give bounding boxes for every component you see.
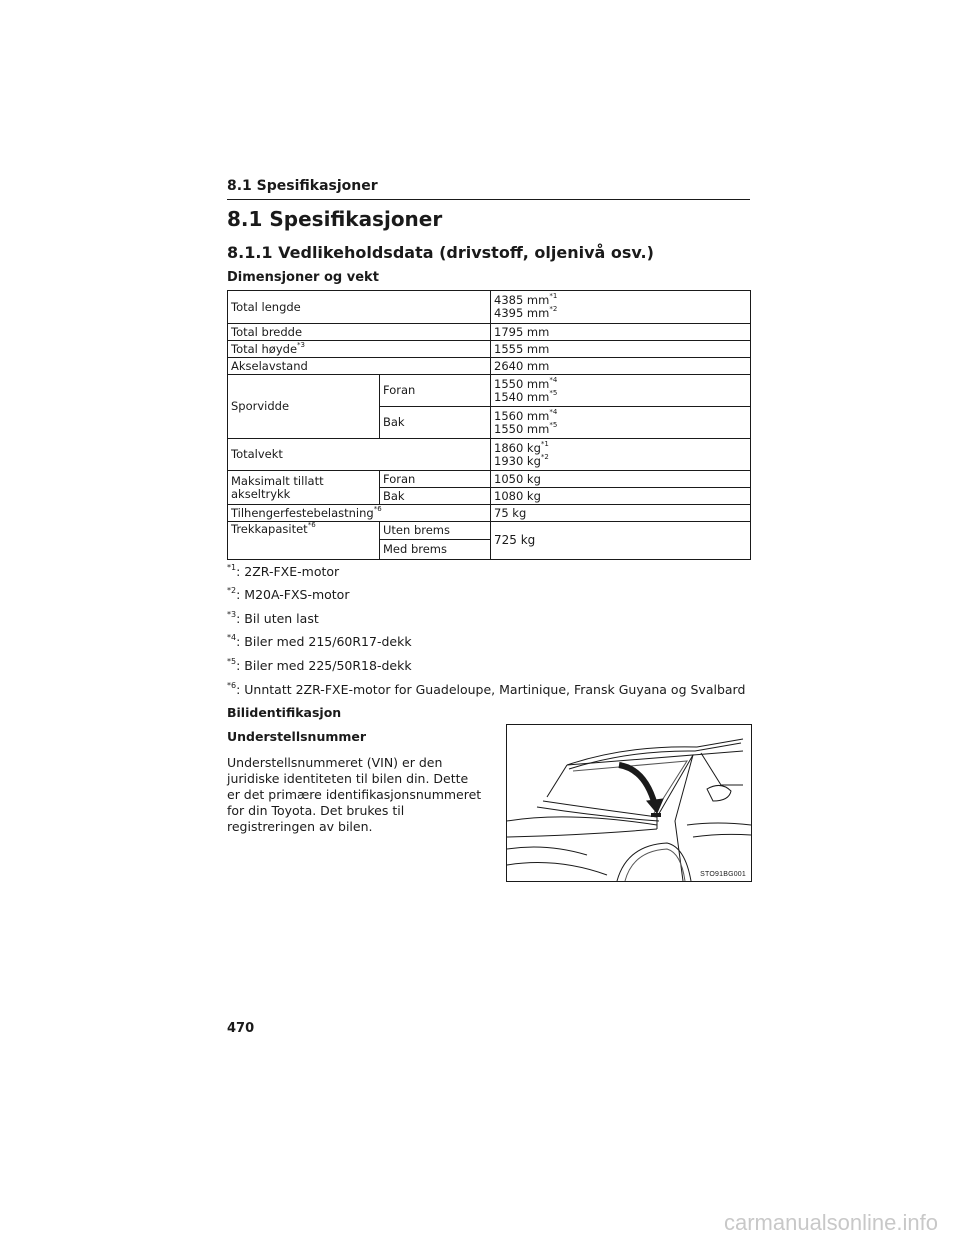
table-cell-value: 1080 kg [491,488,751,505]
table-cell-value: 1050 kg [491,471,751,488]
table-cell-value: 1795 mm [491,324,751,341]
table-cell-value: 725 kg [491,522,751,560]
table-cell-sublabel: Foran [380,471,491,488]
table-row [228,358,751,375]
section-heading: 8.1 Spesifikasjoner [227,207,443,231]
watermark: carmanualsonline.info [723,1210,938,1235]
table-cell-value: 1560 $mm^{*4}$ 1550 $mm^{*5}$ [491,407,751,439]
vin-description: Understellsnummeret (VIN) er den juridiske identiteten til bilen din. Dette er det primære identifikasjonsnummeret for din Toyota. Det brukes til registreringen av bilen. [227,755,482,834]
footnote: $^{*5}$: Biler med 225/50R18-dekk [227,656,412,673]
table-row [228,439,751,471]
table-cell-label: Total bredde [228,324,491,341]
dimensions-weight-table [227,290,751,560]
table-cell-sublabel: Bak [380,407,491,439]
page-number: 470 [227,1021,255,1036]
table-title: Dimensjoner og vekt [227,270,379,285]
footnote: $^{*4}$: Biler med 215/60R17-dekk [227,632,412,649]
table-cell-sublabel: Foran [380,375,491,407]
table-cell-label: Trekkapasitet$^{*6}$ [228,522,380,560]
table-cell-value: 75 kg [491,505,751,522]
table-cell-value: 4385 $mm^{*1}$ 4395 $mm^{*2}$ [491,291,751,324]
table-row [228,341,751,358]
table-cell-sublabel: Uten brems [380,522,491,540]
table-cell-value: 1555 mm [491,341,751,358]
table-cell-label: Sporvidde [228,375,380,439]
figure-code: STO91BG001 [700,871,746,878]
table-row [228,375,751,407]
footnote: $^{*2}$: M20A-FXS-motor [227,585,350,602]
table-row [228,324,751,341]
subsection-heading: 8.1.1 Vedlikeholdsdata (drivstoff, oljenivå osv.) [227,243,654,262]
table-cell-label: Total lengde [228,291,491,324]
table-cell-sublabel: Med brems [380,540,491,560]
table-cell-label: Tilhengerfestebelastning$^{*6}$ [228,505,491,522]
footnote: $^{*3}$: Bil uten last [227,609,319,626]
table-cell-label: Totalvekt [228,439,491,471]
table-cell-value: 1550 $mm^{*4}$ 1540 $mm^{*5}$ [491,375,751,407]
table-cell-sublabel: Bak [380,488,491,505]
table-cell-label: Total høyde$^{*3}$ [228,341,491,358]
table-row [228,471,751,488]
table-row [228,505,751,522]
header-rule [227,199,750,200]
car-windshield-illustration [507,725,751,881]
table-cell-label: Akselavstand [228,358,491,375]
table-cell-label: Maksimalt tillatt akseltrykk [228,471,380,505]
table-cell-value: 2640 mm [491,358,751,375]
table-cell-value: 1860 $kg^{*1}$ 1930 $kg^{*2}$ [491,439,751,471]
table-row [228,291,751,324]
running-header: 8.1 Spesifikasjoner [227,178,378,194]
identification-heading: Bilidentifikasjon [227,705,342,720]
vin-subheading: Understellsnummer [227,729,367,744]
footnote: $^{*6}$: Unntatt 2ZR-FXE-motor for Guadeloupe, Martinique, Fransk Guyana og Svalbard [227,680,746,697]
table-row [228,522,751,540]
vin-location-figure [506,724,752,882]
footnote: $^{*1}$: 2ZR-FXE-motor [227,562,340,579]
